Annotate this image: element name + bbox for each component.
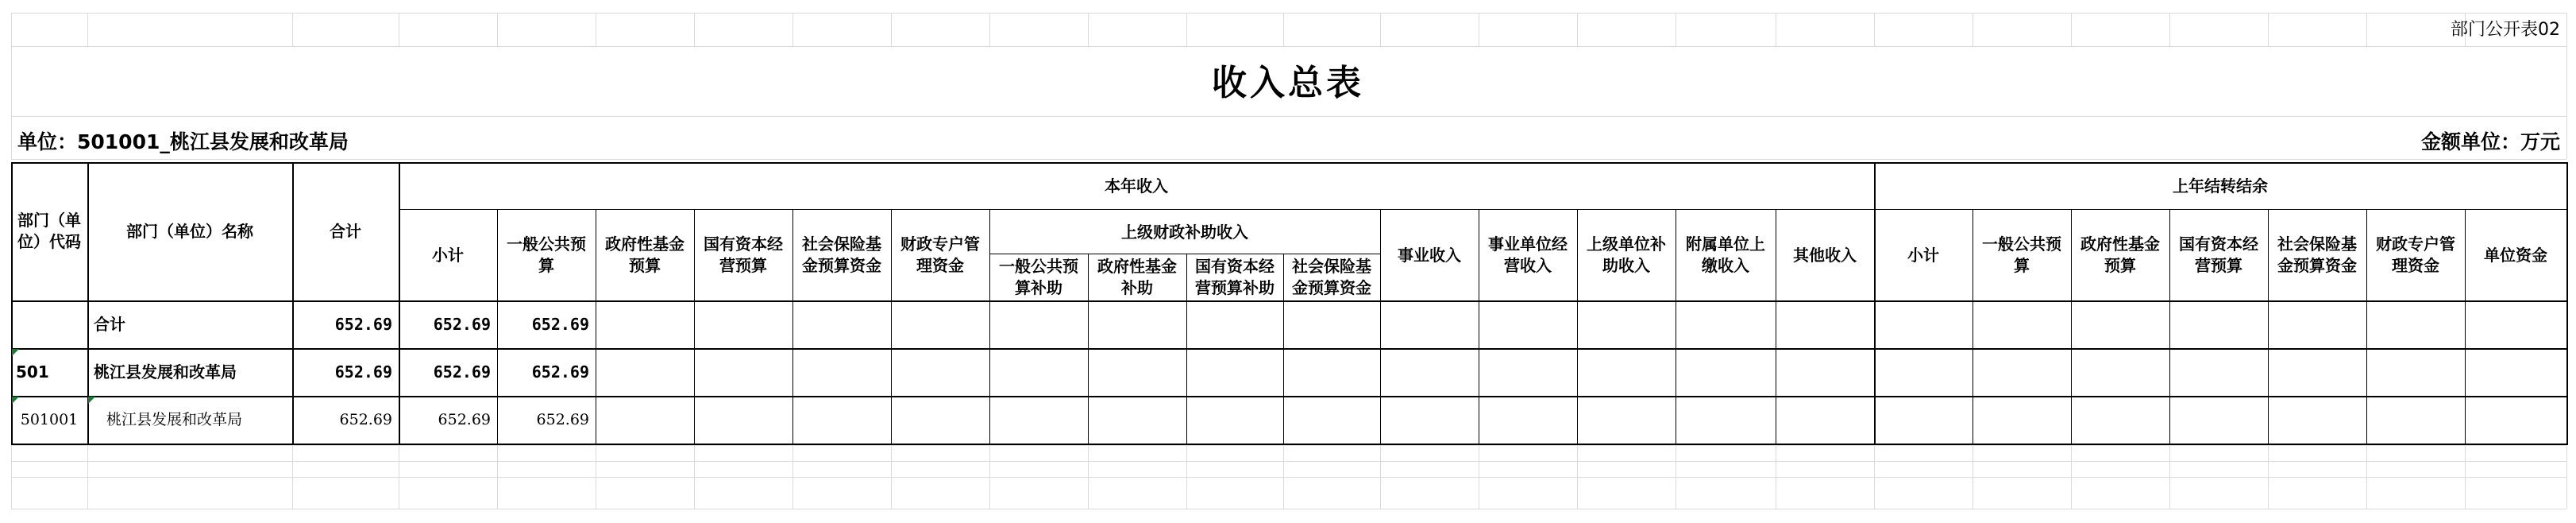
header-state-capital-budget: 国有资本经营预算	[704, 234, 783, 275]
row-unit-total: 652.69	[339, 410, 392, 428]
gridline-faint	[891, 13, 892, 46]
gridline-faint	[989, 13, 990, 46]
gridline-faint	[2465, 444, 2466, 509]
gridline-faint	[2071, 13, 2072, 46]
gridline-faint	[1380, 444, 1381, 509]
row-unit-code: 501001	[20, 410, 79, 428]
gridline-faint	[1088, 444, 1089, 509]
gridline-faint	[292, 444, 293, 509]
header-carry-general-public: 一般公共预算	[1982, 234, 2061, 275]
gridline-faint	[1972, 444, 1973, 509]
header-prior-year-carryover: 上年结转结余	[2173, 176, 2268, 196]
row-dept-code: 501	[16, 362, 49, 382]
row-total-code	[11, 300, 87, 348]
gridline-faint	[2366, 13, 2367, 46]
page-title: 收入总表	[1212, 62, 1364, 103]
row-total-name: 合计	[94, 314, 125, 334]
gridline-faint	[497, 444, 498, 509]
gridline-faint	[497, 13, 498, 46]
header-dept-name: 部门（单位）名称	[126, 221, 253, 241]
row-total-total: 652.69	[334, 314, 392, 334]
gridline-faint	[1972, 13, 1973, 46]
gridline-faint	[792, 13, 793, 46]
gridline-faint	[1283, 444, 1284, 509]
gridline-faint	[11, 477, 2566, 478]
gridline-faint	[2169, 444, 2170, 509]
gridline-faint	[989, 444, 990, 509]
gridline-faint	[2366, 444, 2367, 509]
gridline-faint	[2071, 444, 2072, 509]
header-sub-social-insurance: 社会保险基金预算资金	[1292, 257, 1371, 297]
gridline-faint	[11, 13, 2566, 14]
row-dept-name: 桃江县发展和改革局	[94, 362, 237, 382]
header-dept-code: 部门（单位）代码	[17, 211, 81, 251]
header-carry-fiscal-special: 财政专户管理资金	[2376, 234, 2455, 275]
gridline-faint	[1186, 444, 1187, 509]
gridline-faint	[11, 445, 2566, 446]
gridline-faint	[2268, 13, 2269, 46]
header-carry-state-capital: 国有资本经营预算	[2179, 234, 2258, 275]
gridline-faint	[1380, 13, 1381, 46]
gridline-faint	[87, 444, 88, 509]
gridline-faint	[2268, 444, 2269, 509]
header-business-income: 事业收入	[1398, 245, 1461, 265]
gridline-faint	[1088, 13, 1089, 46]
gridline-faint	[11, 13, 12, 46]
row-total-general-public: 652.69	[531, 314, 589, 334]
header-gov-fund-budget: 政府性基金预算	[605, 234, 684, 275]
cell-marker	[88, 397, 95, 404]
header-sub-gov-fund: 政府性基金补助	[1097, 257, 1177, 297]
gridline-faint	[11, 444, 12, 509]
gridline-faint	[2566, 444, 2567, 509]
gridline-faint	[2566, 46, 2567, 159]
form-code: 部门公开表02	[2451, 19, 2560, 40]
gridline-faint	[1283, 13, 1284, 46]
row-unit-subtotal: 652.69	[438, 410, 491, 428]
gridline-faint	[87, 13, 88, 46]
header-sub-state-capital: 国有资本经营预算补助	[1195, 257, 1275, 297]
header-total: 合计	[330, 221, 361, 241]
header-superior-subsidy: 上级财政补助收入	[1121, 222, 1248, 242]
header-subtotal: 小计	[432, 245, 464, 265]
gridline-faint	[11, 159, 2566, 160]
row-dept-total: 652.69	[334, 362, 392, 382]
header-carry-subtotal: 小计	[1907, 245, 1939, 265]
gridline-faint	[694, 13, 695, 46]
cell-marker	[12, 397, 19, 404]
table-border	[11, 444, 2567, 445]
header-social-insurance-fund: 社会保险基金预算资金	[802, 234, 881, 275]
row-total-subtotal: 652.69	[433, 314, 491, 334]
gridline-faint	[1577, 444, 1578, 509]
header-business-operating-income: 事业单位经营收入	[1488, 234, 1568, 275]
gridline-faint	[292, 13, 293, 46]
gridline-faint	[1186, 13, 1187, 46]
gridline-faint	[2169, 13, 2170, 46]
header-sub-general-public: 一般公共预算补助	[999, 257, 1078, 297]
header-current-year-income: 本年收入	[1105, 176, 1168, 196]
gridline-faint	[1874, 13, 1875, 46]
gridline-faint	[11, 461, 2566, 462]
table-border	[2566, 162, 2568, 445]
row-dept-subtotal: 652.69	[433, 362, 491, 382]
header-affiliated-unit-payment: 附属单位上缴收入	[1686, 234, 1765, 275]
cell-marker	[12, 349, 19, 356]
header-carry-gov-fund: 政府性基金预算	[2080, 234, 2160, 275]
row-dept-general-public: 652.69	[531, 362, 589, 382]
header-carry-unit-fund: 单位资金	[2484, 245, 2547, 265]
header-other-income: 其他收入	[1793, 245, 1857, 265]
gridline-faint	[11, 46, 2566, 47]
gridline-faint	[2566, 13, 2567, 46]
unit-label: 单位：501001_桃江县发展和改革局	[17, 130, 349, 153]
header-general-public-budget: 一般公共预算	[507, 234, 586, 275]
header-carry-social-insurance: 社会保险基金预算资金	[2277, 234, 2357, 275]
amount-unit: 金额单位：万元	[2420, 130, 2560, 153]
gridline-faint	[891, 444, 892, 509]
gridline-faint	[792, 444, 793, 509]
row-unit-general-public: 652.69	[536, 410, 589, 428]
gridline-faint	[1577, 13, 1578, 46]
row-unit-name: 桃江县发展和改革局	[106, 410, 243, 428]
header-superior-unit-subsidy: 上级单位补助收入	[1587, 234, 1666, 275]
gridline-faint	[11, 116, 2566, 117]
header-fiscal-special-fund: 财政专户管理资金	[900, 234, 980, 275]
gridline-faint	[1874, 444, 1875, 509]
gridline-faint	[694, 444, 695, 509]
